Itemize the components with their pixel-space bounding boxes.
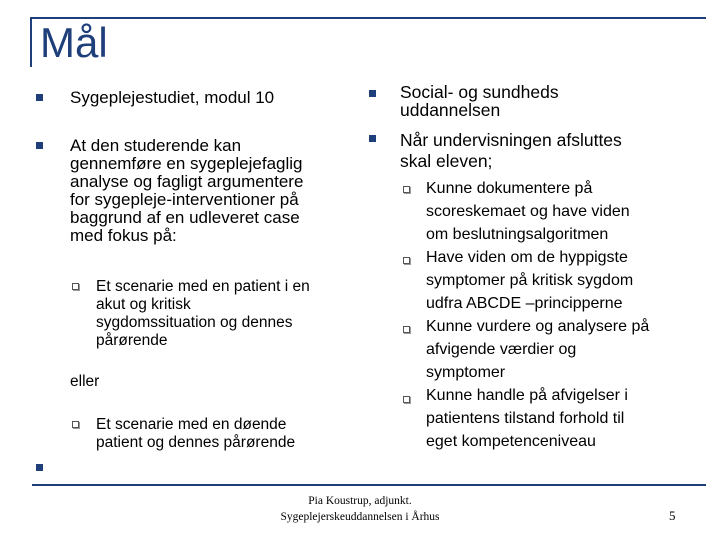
bullet-icon	[369, 90, 376, 97]
slide-title: Mål	[40, 19, 108, 66]
right-item-2-line: skal eleven;	[400, 151, 493, 171]
page-number: 5	[669, 508, 676, 523]
right-sub-4-line: eget kompetenceniveau	[426, 433, 596, 450]
left-item-2-line: baggrund af en udleveret case	[70, 208, 300, 227]
right-item-2	[400, 130, 622, 172]
bullet-icon	[369, 135, 376, 142]
right-sub-2-line: Have viden om de hyppigste	[426, 249, 628, 266]
right-sub-1-line: om beslutningsalgoritmen	[426, 226, 609, 243]
sub-bullet-icon	[403, 257, 410, 264]
left-item-2-line: for sygepleje-interventioner på	[70, 190, 299, 209]
footer-institution: Sygeplejerskeuddannelsen i Århus	[280, 511, 440, 523]
bullet-icon	[36, 142, 43, 149]
right-sub-3-line: Kunne vurdere og analysere på	[426, 318, 650, 335]
bullet-icon	[36, 94, 43, 101]
left-item-2-line: med fokus på:	[70, 226, 177, 245]
left-sub-1-line: akut og kritisk	[96, 296, 191, 313]
left-item-2-line: At den studerende kan	[70, 136, 242, 155]
sub-bullet-icon	[403, 326, 410, 333]
right-sub-1-line: scoreskemaet og have viden	[426, 203, 630, 220]
right-item-1	[400, 83, 559, 119]
right-item-1-line: uddannelsen	[400, 100, 501, 120]
right-sub-2-line: symptomer på kritisk sygdom	[426, 272, 634, 289]
left-sub-2-line: patient og dennes pårørende	[96, 434, 296, 451]
sub-bullet-icon	[72, 421, 79, 428]
right-item-2-line: Når undervisningen afsluttes	[400, 130, 622, 150]
footer-rule	[32, 484, 706, 486]
left-sub-1	[96, 278, 310, 350]
sub-bullet-icon	[72, 283, 79, 290]
left-item-2	[70, 137, 303, 245]
sub-bullet-icon	[403, 186, 410, 193]
footer	[270, 493, 450, 525]
left-item-2-line: analyse og fagligt argumentere	[70, 172, 304, 191]
left-sub-1-line: pårørende	[96, 332, 168, 349]
frame-left-rule	[30, 17, 32, 67]
right-sub-4-line: Kunne handle på afvigelser i	[426, 387, 628, 404]
left-eller: eller	[70, 373, 100, 390]
sub-bullet-icon	[403, 396, 410, 403]
right-sub-4-line: patientens tilstand forhold til	[426, 410, 625, 427]
left-item-1: Sygeplejestudiet, modul 10	[70, 88, 275, 107]
left-sub-2	[96, 416, 295, 452]
right-sub-3-line: afvigende værdier og	[426, 341, 577, 358]
footer-author: Pia Koustrup, adjunkt.	[308, 495, 412, 507]
right-item-1-line: Social- og sundheds	[400, 82, 559, 102]
right-subs	[426, 177, 649, 453]
right-sub-1-line: Kunne dokumentere på	[426, 180, 593, 197]
bullet-icon-empty	[36, 464, 43, 471]
left-sub-1-line: sygdomssituation og dennes	[96, 314, 293, 331]
left-sub-1-line: Et scenarie med en patient i en	[96, 278, 310, 295]
frame-top-rule	[30, 17, 706, 19]
left-sub-2-line: Et scenarie med en døende	[96, 416, 287, 433]
right-sub-3-line: symptomer	[426, 364, 506, 381]
right-sub-2-line: udfra ABCDE –principperne	[426, 295, 623, 312]
left-item-2-line: gennemføre en sygeplejefaglig	[70, 154, 303, 173]
